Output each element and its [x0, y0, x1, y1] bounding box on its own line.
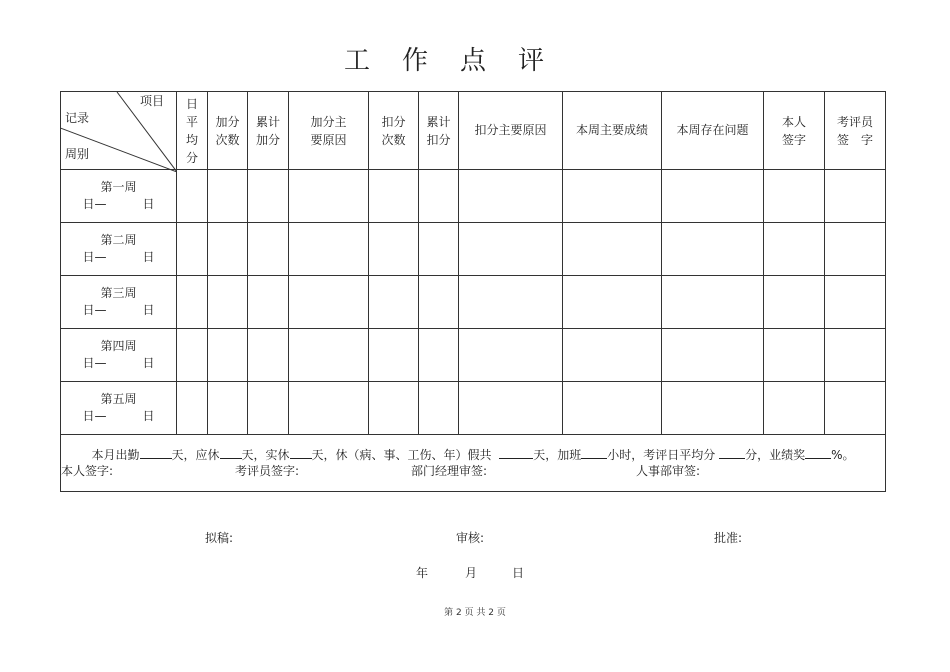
entry-cell[interactable]	[208, 223, 248, 276]
entry-cell[interactable]	[764, 382, 825, 435]
entry-cell[interactable]	[563, 170, 662, 223]
entry-cell[interactable]	[289, 382, 369, 435]
self-sign-label: 本人签字:	[61, 464, 114, 478]
entry-cell[interactable]	[459, 382, 563, 435]
review-label: 审核:	[456, 531, 485, 545]
week-label-cell: 第五周 日— 日	[61, 382, 177, 435]
entry-cell[interactable]	[208, 382, 248, 435]
entry-cell[interactable]	[248, 382, 289, 435]
header-deduct-count: 扣分 次数	[369, 92, 419, 170]
entry-cell[interactable]	[248, 223, 289, 276]
table-row	[61, 382, 886, 435]
entry-cell[interactable]	[289, 276, 369, 329]
entry-cell[interactable]	[662, 223, 764, 276]
entry-cell[interactable]	[764, 223, 825, 276]
entry-cell[interactable]	[419, 276, 459, 329]
entry-cell[interactable]	[419, 223, 459, 276]
day-label: 日	[512, 566, 525, 580]
entry-cell[interactable]	[563, 223, 662, 276]
entry-cell[interactable]	[459, 170, 563, 223]
entry-cell[interactable]	[764, 276, 825, 329]
summary-cell	[61, 435, 886, 492]
document-title: 工作点评	[343, 46, 576, 76]
entry-cell[interactable]	[459, 329, 563, 382]
entry-cell[interactable]	[289, 170, 369, 223]
entry-cell[interactable]	[419, 170, 459, 223]
attendance-line: 本月出勤 天，应休 天，实休 天，休（病、事、工伤、年）假共 天，加班 小时，考评日平均分 分，业绩奖 %。	[91, 448, 855, 462]
entry-cell[interactable]	[177, 276, 208, 329]
entry-cell[interactable]	[419, 329, 459, 382]
year-label: 年	[416, 566, 429, 580]
entry-cell[interactable]	[177, 382, 208, 435]
entry-cell[interactable]	[764, 329, 825, 382]
draft-label: 拟稿:	[205, 531, 234, 545]
entry-cell[interactable]	[208, 329, 248, 382]
actual-rest-field[interactable]	[290, 447, 312, 459]
review-table	[60, 91, 886, 492]
diag-week-label: 周别	[65, 147, 90, 161]
week-label-cell: 第四周 日— 日	[61, 329, 177, 382]
entry-cell[interactable]	[662, 329, 764, 382]
leave-days-field[interactable]	[499, 447, 533, 459]
entry-cell[interactable]	[248, 329, 289, 382]
week-label-cell: 第一周 日— 日	[61, 170, 177, 223]
entry-cell[interactable]	[289, 329, 369, 382]
summary-row	[61, 435, 886, 492]
entry-cell[interactable]	[459, 223, 563, 276]
bonus-field[interactable]	[805, 447, 831, 459]
entry-cell[interactable]	[563, 329, 662, 382]
entry-cell[interactable]	[177, 170, 208, 223]
header-cumulative-deduct: 累计 扣分	[419, 92, 459, 170]
avg-score-field[interactable]	[719, 447, 745, 459]
header-self-sign: 本人 签字	[764, 92, 825, 170]
week-label-cell: 第二周 日— 日	[61, 223, 177, 276]
entry-cell[interactable]	[369, 170, 419, 223]
header-add-reason: 加分主 要原因	[289, 92, 369, 170]
entry-cell[interactable]	[369, 223, 419, 276]
entry-cell[interactable]	[825, 382, 886, 435]
entry-cell[interactable]	[248, 276, 289, 329]
rest-days-field[interactable]	[220, 447, 242, 459]
entry-cell[interactable]	[825, 276, 886, 329]
entry-cell[interactable]	[208, 170, 248, 223]
table-row	[61, 223, 886, 276]
header-cumulative-add: 累计 加分	[248, 92, 289, 170]
table-row	[61, 170, 886, 223]
entry-cell[interactable]	[825, 170, 886, 223]
header-row	[61, 92, 886, 170]
table-row	[61, 276, 886, 329]
entry-cell[interactable]	[419, 382, 459, 435]
page-number: 第 2 页 共 2 页	[444, 608, 506, 618]
overtime-hours-field[interactable]	[581, 447, 607, 459]
header-problems: 本周存在问题	[662, 92, 764, 170]
entry-cell[interactable]	[369, 276, 419, 329]
entry-cell[interactable]	[563, 276, 662, 329]
entry-cell[interactable]	[248, 170, 289, 223]
attendance-days-field[interactable]	[140, 447, 172, 459]
entry-cell[interactable]	[289, 223, 369, 276]
header-achievements: 本周主要成绩	[563, 92, 662, 170]
entry-cell[interactable]	[369, 382, 419, 435]
entry-cell[interactable]	[208, 276, 248, 329]
hr-sign-label: 人事部审签:	[636, 464, 701, 478]
entry-cell[interactable]	[764, 170, 825, 223]
entry-cell[interactable]	[662, 276, 764, 329]
entry-cell[interactable]	[563, 382, 662, 435]
table-row	[61, 329, 886, 382]
entry-cell[interactable]	[662, 170, 764, 223]
entry-cell[interactable]	[177, 223, 208, 276]
week-label-cell: 第三周 日— 日	[61, 276, 177, 329]
entry-cell[interactable]	[662, 382, 764, 435]
reviewer-sign-label: 考评员签字:	[235, 464, 300, 478]
signature-line	[61, 463, 885, 479]
header-add-count: 加分 次数	[208, 92, 248, 170]
entry-cell[interactable]	[459, 276, 563, 329]
header-daily-average: 日 平 均 分	[177, 92, 208, 170]
dept-sign-label: 部门经理审签:	[411, 464, 488, 478]
header-deduct-reason: 扣分主要原因	[459, 92, 563, 170]
entry-cell[interactable]	[369, 329, 419, 382]
diag-item-label: 项目	[139, 94, 164, 108]
header-reviewer-sign: 考评员 签 字	[825, 92, 886, 170]
entry-cell[interactable]	[177, 329, 208, 382]
entry-cell[interactable]	[825, 329, 886, 382]
approve-label: 批准:	[714, 531, 743, 545]
month-label: 月	[465, 566, 478, 580]
diagonal-header-cell	[61, 92, 177, 170]
entry-cell[interactable]	[825, 223, 886, 276]
diag-record-label: 记录	[65, 111, 90, 125]
